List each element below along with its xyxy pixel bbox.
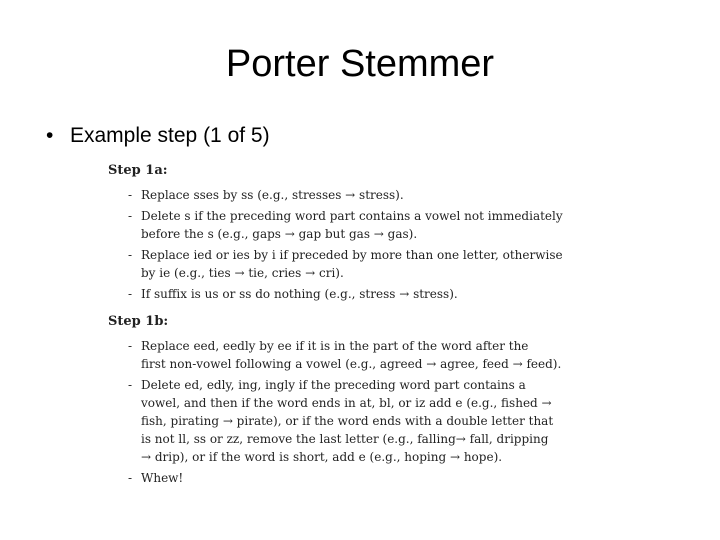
rule-line: Delete ed, edly, ing, ingly if the preceding word part contains a	[141, 378, 526, 392]
rule-dash: -	[128, 188, 133, 202]
bullet-item	[46, 122, 270, 150]
rule-line: first non-vowel following a vowel (e.g., agreed → agree, feed → feed).	[141, 357, 562, 371]
step-1b-rule-1	[108, 337, 590, 373]
bullet-text: Example step (1 of 5)	[70, 124, 270, 147]
rule-dash: -	[128, 471, 133, 485]
step-1a-rule-3	[108, 246, 590, 282]
step-1a-heading: Step 1a:	[108, 163, 168, 178]
rule-line: Replace eed, eedly by ee if it is in the part of the word after the	[141, 339, 529, 353]
rule-line: Replace ied or ies by i if preceded by more than one letter, otherwise	[141, 248, 563, 262]
rule-line: is not ll, ss or zz, remove the last letter (e.g., falling→ fall, dripping	[141, 432, 549, 446]
step-1a-rule-1	[108, 186, 590, 204]
step-1b-rule-2	[108, 376, 590, 466]
rule-dash: -	[128, 339, 133, 353]
step-1b-heading: Step 1b:	[108, 314, 169, 329]
rule-line: Replace sses by ss (e.g., stresses → stress).	[141, 188, 404, 202]
bullet-dot: •	[46, 124, 54, 147]
step-1b-rule-3	[108, 469, 590, 487]
rule-dash: -	[128, 287, 133, 301]
rule-line: If suffix is us or ss do nothing (e.g., stress → stress).	[141, 287, 458, 301]
rule-dash: -	[128, 209, 133, 223]
step-1a-rule-4	[108, 285, 590, 303]
rule-line: → drip), or if the word is short, add e (e.g., hoping → hope).	[141, 450, 503, 464]
rule-line: Whew!	[141, 471, 184, 485]
rule-line: before the s (e.g., gaps → gap but gas → gas).	[141, 227, 418, 241]
rule-dash: -	[128, 248, 133, 262]
rule-line: by ie (e.g., ties → tie, cries → cri).	[141, 266, 344, 280]
porter-rules-figure	[108, 162, 590, 490]
slide-title: Porter Stemmer	[225, 43, 495, 85]
rule-line: vowel, and then if the word ends in at, bl, or iz add e (e.g., fished →	[141, 396, 552, 410]
step-1a-rule-2	[108, 207, 590, 243]
rule-line: Delete s if the preceding word part contains a vowel not immediately	[141, 209, 563, 223]
rule-dash: -	[128, 378, 133, 392]
rule-line: fish, pirating → pirate), or if the word ends with a double letter that	[141, 414, 554, 428]
